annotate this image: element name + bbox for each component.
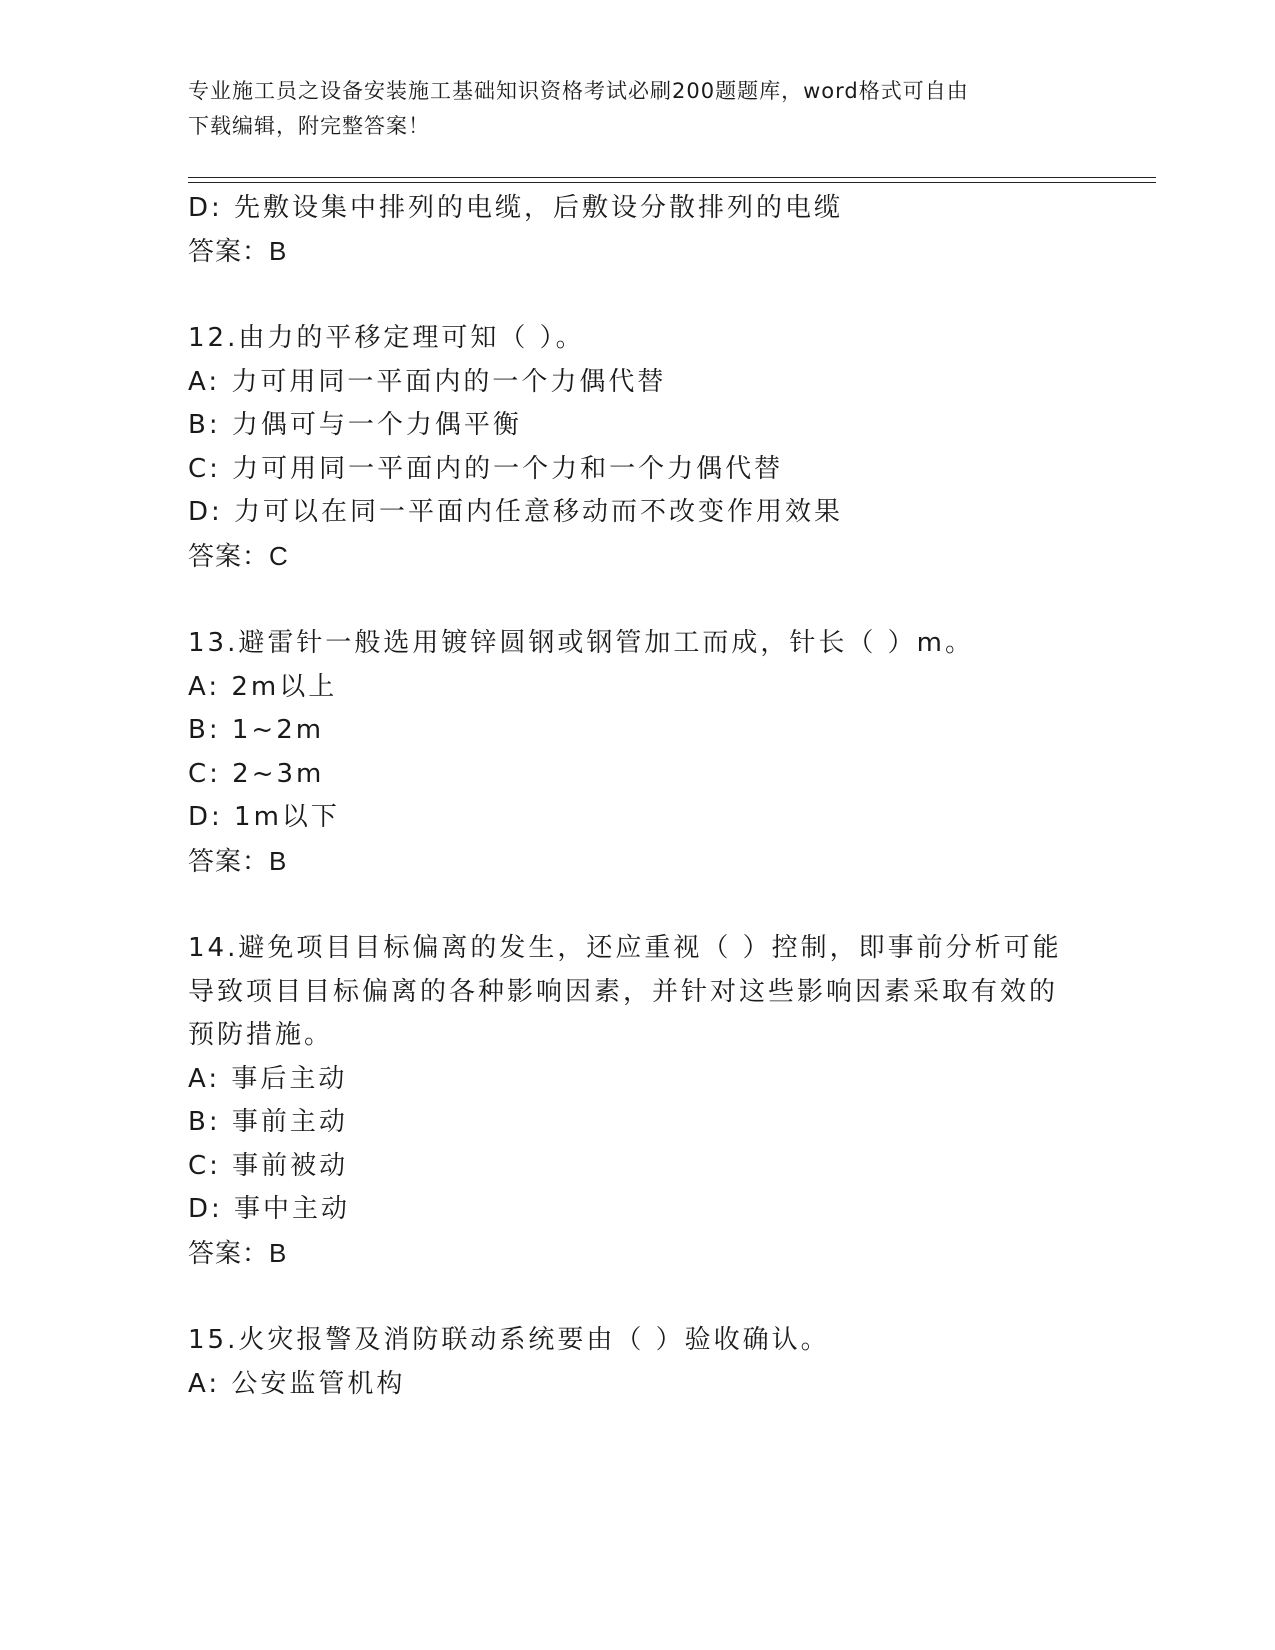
q15-option-a: A: 公安监管机构 — [188, 1369, 406, 1399]
q12-option-a: A: 力可用同一平面内的一个力偶代替 — [188, 367, 667, 397]
q12-stem: 12.由力的平移定理可知（ ）。 — [188, 323, 585, 353]
q13-stem: 13.避雷针一般选用镀锌圆钢或钢管加工而成，针长（ ）m。 — [188, 628, 974, 658]
q12-answer: 答案：C — [188, 541, 289, 571]
q13-option-c: C: 2~3m — [188, 759, 325, 789]
header-title-line-1: 专业施工员之设备安装施工基础知识资格考试必刷200题题库，word格式可自由 — [188, 79, 969, 103]
header-divider-bottom — [188, 182, 1156, 183]
document-header — [188, 74, 1068, 144]
header-title-line-2: 下载编辑，附完整答案！ — [188, 114, 430, 138]
q13-option-d: D: 1m以下 — [188, 802, 340, 832]
header-divider-top — [188, 177, 1156, 178]
q14-option-b: B: 事前主动 — [188, 1107, 348, 1137]
q14-stem-line-2: 导致项目目标偏离的各种影响因素，并针对这些影响因素采取有效的 — [188, 977, 1059, 1007]
q12-option-c: C: 力可用同一平面内的一个力和一个力偶代替 — [188, 454, 784, 484]
q14-answer: 答案：B — [188, 1238, 288, 1268]
q14-option-c: C: 事前被动 — [188, 1151, 349, 1181]
prev-option-d: D: 先敷设集中排列的电缆，后敷设分散排列的电缆 — [188, 193, 844, 223]
q13-option-b: B: 1~2m — [188, 715, 325, 745]
q15-stem: 15.火灾报警及消防联动系统要由（ ）验收确认。 — [188, 1325, 830, 1355]
q13-option-a: A: 2m以上 — [188, 672, 338, 702]
q13-answer: 答案：B — [188, 846, 288, 876]
q12-option-b: B: 力偶可与一个力偶平衡 — [188, 410, 522, 440]
q12-option-d: D: 力可以在同一平面内任意移动而不改变作用效果 — [188, 497, 844, 527]
prev-answer: 答案：B — [188, 236, 288, 266]
q14-stem-line-1: 14.避免项目目标偏离的发生，还应重视（ ）控制，即事前分析可能 — [188, 933, 1062, 963]
q14-option-d: D: 事中主动 — [188, 1194, 351, 1224]
q14-option-a: A: 事后主动 — [188, 1064, 348, 1094]
q14-stem-line-3: 预防措施。 — [188, 1020, 334, 1050]
